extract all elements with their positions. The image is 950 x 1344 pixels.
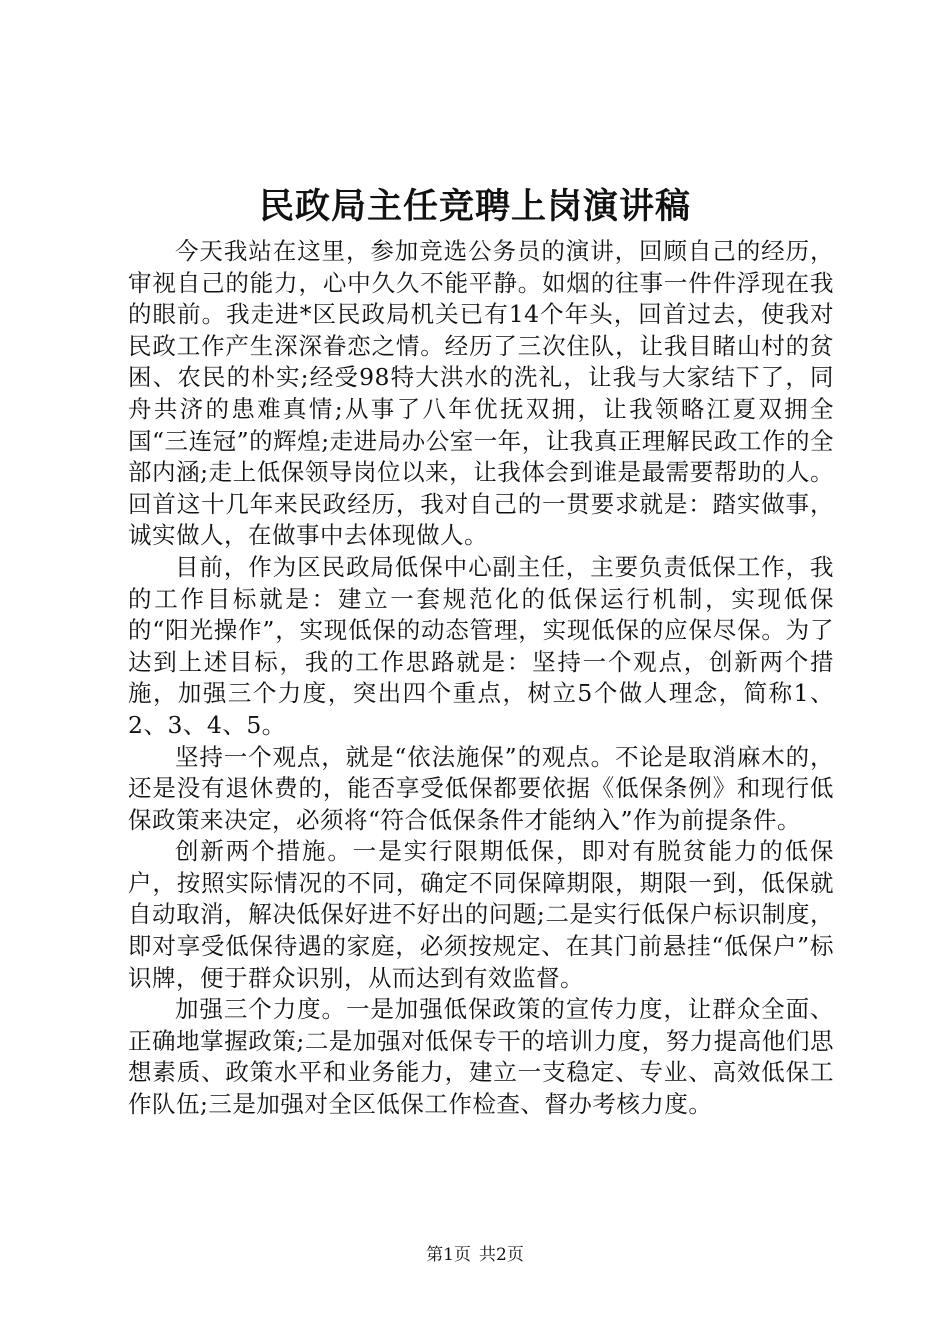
page-footer bbox=[0, 1243, 950, 1267]
document-title: 民政局主任竞聘上岗演讲稿 bbox=[258, 186, 691, 227]
paragraph-goals: 目前，作为区民政局低保中心副主任，主要负责低保工作，我的工作目标就是：建立一套规范化的低保运行机制，实现低保的“阳光操作”，实现低保的动态管理，实现低保的应保尽保。为了达到上述目标，我的工作思路就是：坚持一个观点，创新两个措施，加强三个力度，突出四个重点，树立5个做人理念，简称1、2、3、4、5。 bbox=[128, 552, 834, 739]
paragraph-one-viewpoint: 坚持一个观点，就是“依法施保”的观点。不论是取消麻木的，还是没有退休费的，能否享受低保都要依据《低保条例》和现行低保政策来决定，必须将“符合低保条件才能纳入”作为前提条件。 bbox=[128, 742, 834, 834]
page-number: 第1页 bbox=[426, 1245, 471, 1265]
paragraph-two-measures: 创新两个措施。一是实行限期低保，即对有脱贫能力的低保户，按照实际情况的不同，确定不同保障期限，期限一到，低保就自动取消，解决低保好进不好出的问题;二是实行低保户标识制度，即对享受低保待遇的家庭，必须按规定、在其门前悬挂“低保户”标识牌，便于群众识别，从而达到有效监督。 bbox=[128, 837, 834, 992]
paragraph-three-efforts: 加强三个力度。一是加强低保政策的宣传力度，让群众全面、正确地掌握政策;二是加强对低保专干的培训力度，努力提高他们思想素质、政策水平和业务能力，建立一支稳定、专业、高效低保工作队伍;三是加强对全区低保工作检查、督办考核力度。 bbox=[128, 995, 834, 1119]
page-total: 共2页 bbox=[479, 1245, 524, 1265]
document-body bbox=[128, 236, 834, 1121]
paragraph-intro: 今天我站在这里，参加竞选公务员的演讲，回顾自己的经历，审视自己的能力，心中久久不能平静。如烟的往事一件件浮现在我的眼前。我走进*区民政局机关已有14个年头，回首过去，使我对民政工作产生深深眷恋之情。经历了三次住队，让我目睹山村的贫困、农民的朴实;经受98特大洪水的洗礼，让我与大家结下了，同舟共济的患难真情;从事了八年优抚双拥，让我领略江夏双拥全国“三连冠”的辉煌;走进局办公室一年，让我真正理解民政工作的全部内涵;走上低保领导岗位以来，让我体会到谁是最需要帮助的人。回首这十几年来民政经历，我对自己的一贯要求就是：踏实做事，诚实做人，在做事中去体现做人。 bbox=[128, 237, 834, 550]
